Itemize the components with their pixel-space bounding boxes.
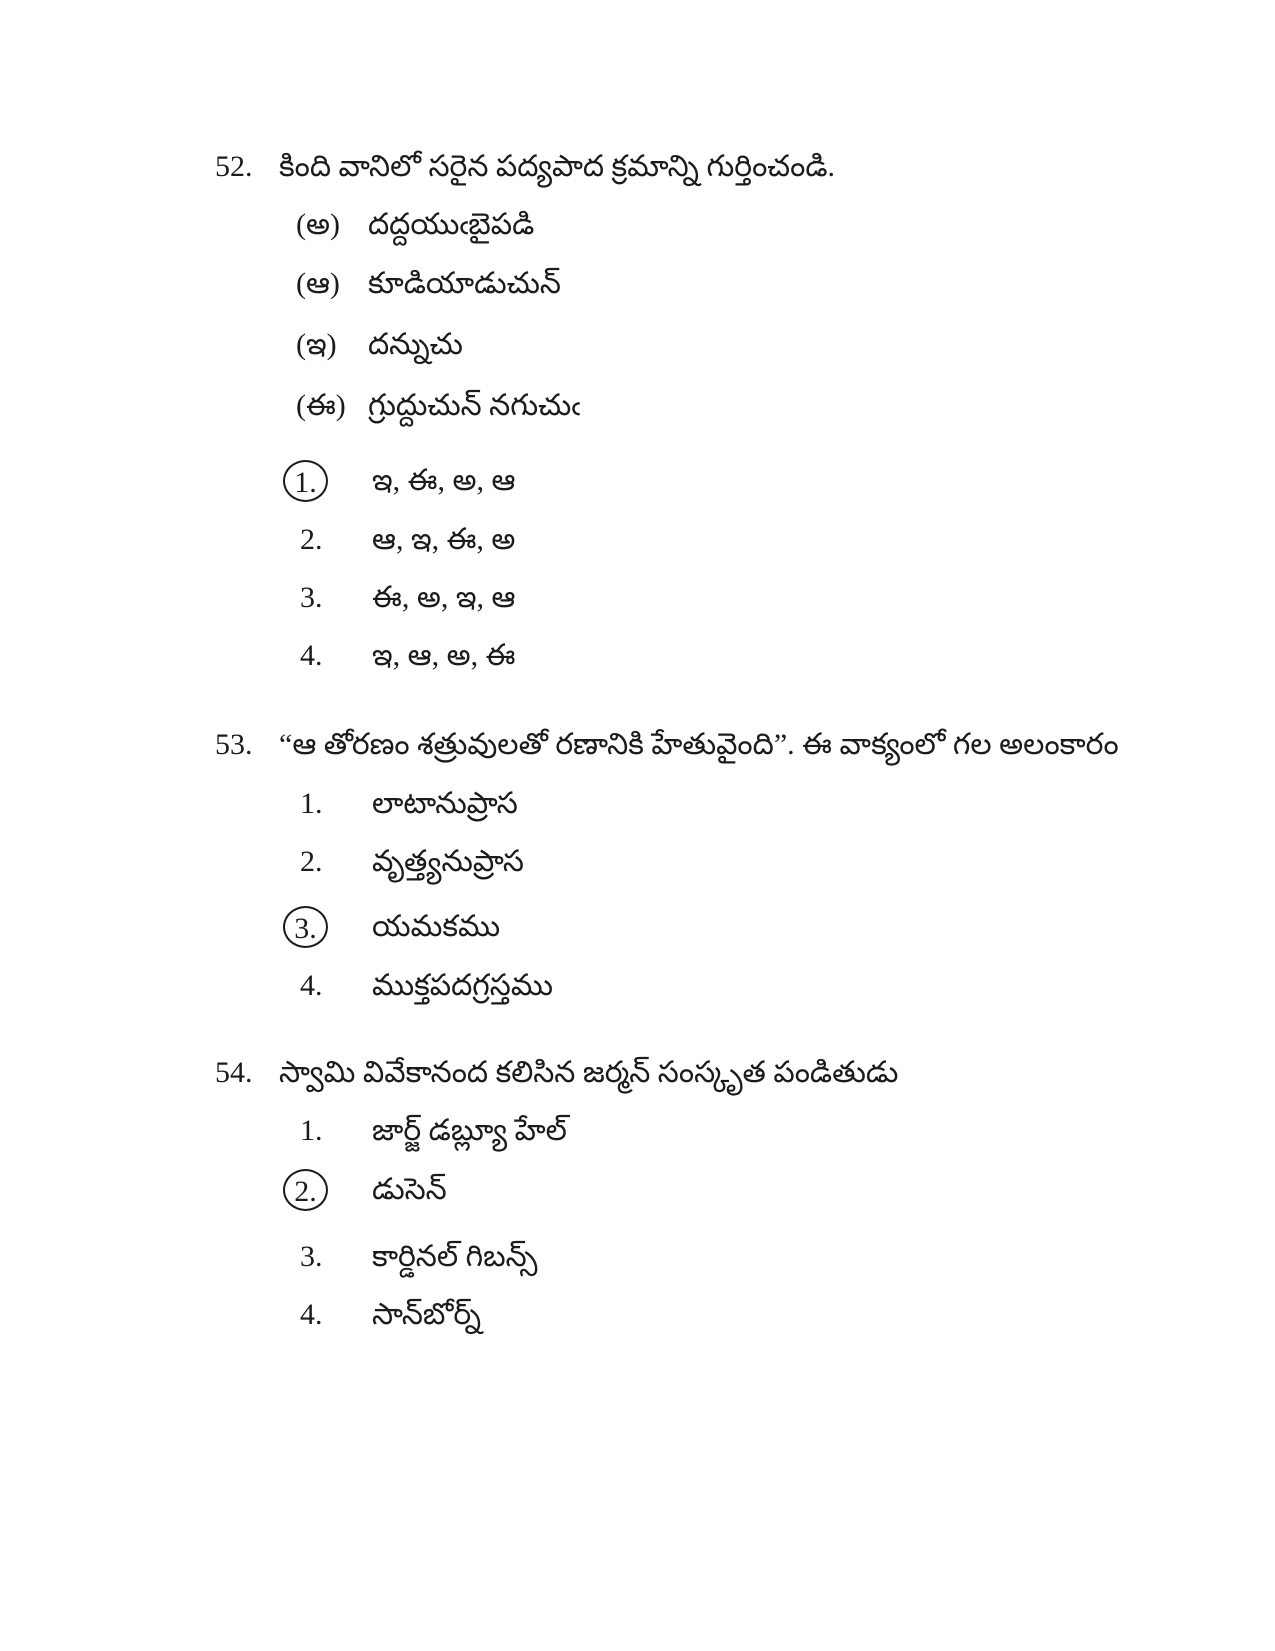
q53-choice-4 bbox=[0, 964, 1275, 1008]
q52-choice-1 bbox=[0, 459, 1275, 503]
choice-number-circled: 2. bbox=[283, 1169, 328, 1211]
question-53-number: 53. bbox=[215, 728, 253, 761]
choice-text: యమకము bbox=[372, 910, 501, 943]
choice-text: ఈ, అ, ఇ, ఆ bbox=[372, 581, 516, 614]
q52-choice-3 bbox=[0, 576, 1275, 620]
q54-choice-1 bbox=[0, 1109, 1275, 1153]
choice-text: ఆ, ఇ, ఈ, అ bbox=[372, 523, 516, 556]
question-54-number: 54. bbox=[215, 1056, 253, 1089]
choice-text: ఇ, ఆ, అ, ఈ bbox=[372, 639, 516, 672]
question-53-text: “ఆ తోరణం శత్రువులతో రణానికి హేతువైంది”. ఈ వాక్యంలో గల అలంకారం bbox=[279, 728, 1119, 761]
choice-number: 4. bbox=[300, 639, 323, 672]
choice-number: 2. bbox=[300, 845, 323, 878]
question-52-text: కింది వానిలో సరైన పద్యపాద క్రమాన్ని గుర్తించండి. bbox=[279, 150, 836, 183]
subitem-text: దన్నుచు bbox=[368, 328, 463, 361]
question-54-line bbox=[0, 1051, 1275, 1095]
question-52-number: 52. bbox=[215, 150, 253, 183]
choice-number: 4. bbox=[300, 969, 323, 1002]
question-52-line bbox=[0, 145, 1275, 189]
choice-number-circled: 3. bbox=[283, 906, 328, 948]
q52-choice-2 bbox=[0, 518, 1275, 562]
choice-text: కార్డినల్ గిబన్స్ bbox=[372, 1240, 538, 1273]
question-54-text: స్వామి వివేకానంద కలిసిన జర్మన్ సంస్కృత పండితుడు bbox=[279, 1056, 899, 1089]
q53-choice-3 bbox=[0, 905, 1275, 949]
choice-number-circled: 1. bbox=[283, 460, 328, 502]
subitem-label: (ఆ) bbox=[296, 267, 340, 300]
choice-number: 3. bbox=[300, 581, 323, 614]
choice-number: 1. bbox=[300, 787, 323, 820]
q54-choice-2 bbox=[0, 1168, 1275, 1212]
subitem-text: కూడియాడుచున్ bbox=[368, 267, 561, 300]
choice-text: సాన్‌బోర్న్ bbox=[372, 1298, 481, 1331]
choice-number: 2. bbox=[300, 523, 323, 556]
choice-number: 3. bbox=[300, 1240, 323, 1273]
q52-subitem-ii bbox=[0, 384, 1275, 428]
q52-subitem-aa bbox=[0, 262, 1275, 306]
choice-text: డుసెన్ bbox=[372, 1173, 447, 1206]
subitem-text: దద్దయుఁబైపడి bbox=[368, 208, 535, 241]
subitem-label: (ఇ) bbox=[296, 328, 337, 361]
choice-text: ఇ, ఈ, అ, ఆ bbox=[372, 464, 516, 497]
choice-text: లాటానుప్రాస bbox=[372, 787, 518, 820]
subitem-text: గ్రుద్దుచున్ నగుచుఁ bbox=[368, 389, 581, 422]
q52-choice-4 bbox=[0, 634, 1275, 678]
subitem-label: (అ) bbox=[296, 208, 340, 241]
q54-choice-4 bbox=[0, 1293, 1275, 1337]
q53-choice-1 bbox=[0, 782, 1275, 826]
q52-subitem-i bbox=[0, 323, 1275, 367]
choice-number: 4. bbox=[300, 1298, 323, 1331]
question-53-line bbox=[0, 723, 1275, 767]
q54-choice-3 bbox=[0, 1235, 1275, 1279]
choice-text: ముక్తపదగ్రస్తము bbox=[372, 969, 553, 1002]
choice-text: వృత్త్యనుప్రాస bbox=[372, 845, 524, 878]
choice-number: 1. bbox=[300, 1114, 323, 1147]
q52-subitem-a bbox=[0, 203, 1275, 247]
q53-choice-2 bbox=[0, 840, 1275, 884]
subitem-label: (ఈ) bbox=[296, 389, 346, 422]
choice-text: జార్జ్ డబ్ల్యూ హేల్ bbox=[372, 1114, 567, 1147]
